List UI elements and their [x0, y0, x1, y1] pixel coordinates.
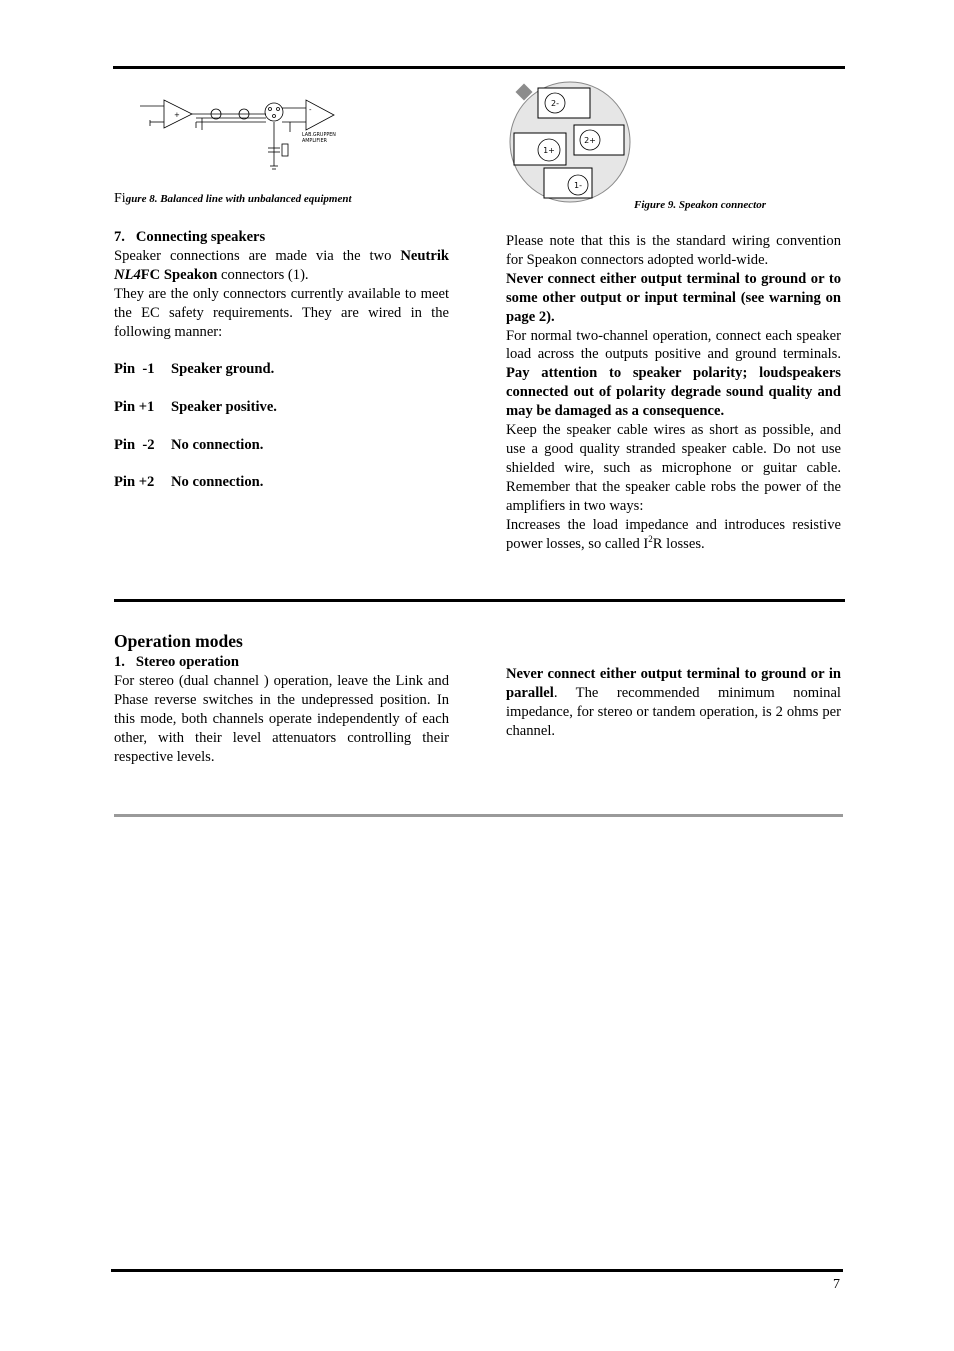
- xlr-connector: [265, 103, 283, 121]
- pin-number: Pin +1: [114, 399, 155, 415]
- losses-text: Increases the load impedance and introduces resistive power losses, so called I: [506, 516, 841, 552]
- parallel-warning: Never connect either output terminal to ground or in parallel: [506, 666, 841, 701]
- section-7-paragraph-1: [114, 247, 449, 285]
- opamp-plus-label: +: [174, 111, 180, 119]
- stereo-operation-paragraph: For stereo (dual channel ) operation, leave the Link and Phase reverse switches in the undepressed position. In this mode, both channels operate independently of each other, with their level attenuators controlling their respective levels.: [114, 673, 449, 765]
- wiring-notes-column: [506, 232, 841, 553]
- pin-number: Pin +2: [114, 474, 155, 490]
- footer-rule: [111, 1269, 843, 1272]
- ground-warning-paragraph: Never connect either output terminal to ground or to some other output or input terminal (see warning on page 2).: [506, 270, 841, 325]
- speakon-connector-drawing: [508, 78, 638, 210]
- polarity-text: For normal two-channel operation, connect each speaker load across the outputs positive and ground terminals.: [506, 327, 841, 363]
- pin-number: Pin -2: [114, 437, 155, 453]
- pin-number: Pin -1: [114, 361, 155, 377]
- wiring-convention-paragraph: Please note that this is the standard wiring convention for Speakon connectors adopted world-wide.: [506, 233, 841, 268]
- section-divider-rule: [114, 599, 845, 602]
- losses-superscript: 2: [648, 533, 653, 544]
- pin-2minus-label: 2-: [551, 99, 559, 108]
- pin-description: Speaker ground.: [171, 361, 275, 377]
- p1-nl4: NL4: [114, 266, 141, 283]
- losses-paragraph: [506, 516, 841, 554]
- pin-1minus-label: 1-: [574, 181, 582, 190]
- figure-8-caption-text: gure 8. Balanced line with unbalanced equipment: [125, 193, 352, 205]
- operation-end-rule: [114, 814, 843, 817]
- pin-row: [114, 436, 263, 455]
- figure-9-caption: Figure 9. Speakon connector: [634, 199, 767, 211]
- pin-description: No connection.: [171, 437, 264, 453]
- polarity-paragraph: [506, 327, 841, 422]
- amplifier-opamp: [306, 100, 334, 130]
- impedance-text: . The recommended minimum nominal impedance, for stereo or tandem operation, is 2 ohms per channel.: [506, 684, 841, 739]
- balanced-line-schematic: [136, 92, 346, 172]
- figure-8-caption-prefix: Fi: [114, 191, 126, 206]
- section-7-heading: 7. Connecting speakers: [114, 229, 266, 245]
- pin-2plus-label: 2+: [584, 136, 596, 145]
- p1-connectors: connectors (1).: [217, 266, 309, 283]
- losses-text-end: R losses.: [652, 535, 705, 552]
- section-7-paragraph-2: They are the only connectors currently available to meet the EC safety requirements. They are wired in the following manner:: [114, 285, 449, 340]
- stereo-operation-right: [506, 665, 841, 741]
- pin-row: [114, 473, 263, 492]
- amp-minus-label: -: [309, 106, 312, 114]
- p1-neutrik: Neutrik: [400, 247, 449, 264]
- pin-row: [114, 398, 277, 417]
- pin-row: [114, 360, 274, 379]
- stereo-operation-heading: 1. Stereo operation: [114, 654, 239, 670]
- pin-description: Speaker positive.: [171, 399, 277, 415]
- impedance-paragraph: [506, 665, 841, 741]
- figure-8-caption: [114, 192, 474, 206]
- cable-paragraph: Keep the speaker cable wires as short as possible, and use a good quality stranded speaker cable. Do not use shielded wire, such as microphone or guitar cable. Remember that the speaker cable robs the power of the amplifiers in two ways:: [506, 422, 841, 514]
- operation-modes-title: Operation modes: [114, 631, 243, 651]
- figure-9-diagram: [508, 78, 638, 210]
- polarity-warning: Pay attention to speaker polarity; loudspeakers connected out of polarity degrade sound quality and may be damaged as a consequence.: [506, 365, 841, 420]
- amp-label-1: LAB.GRUPPEN: [302, 133, 336, 138]
- figure-8-diagram: [136, 92, 346, 172]
- connecting-speakers-section: [114, 228, 449, 341]
- p1-speakon: FC Speakon: [140, 266, 218, 283]
- amp-label-2: AMPLIFIER: [302, 139, 327, 144]
- pin-1plus-label: 1+: [543, 146, 555, 155]
- p1-text: Speaker connections are made via the two: [114, 247, 401, 264]
- page-number: 7: [833, 1277, 840, 1292]
- top-rule: [113, 66, 845, 69]
- stereo-operation-left: [114, 672, 449, 767]
- pin-description: No connection.: [171, 474, 264, 490]
